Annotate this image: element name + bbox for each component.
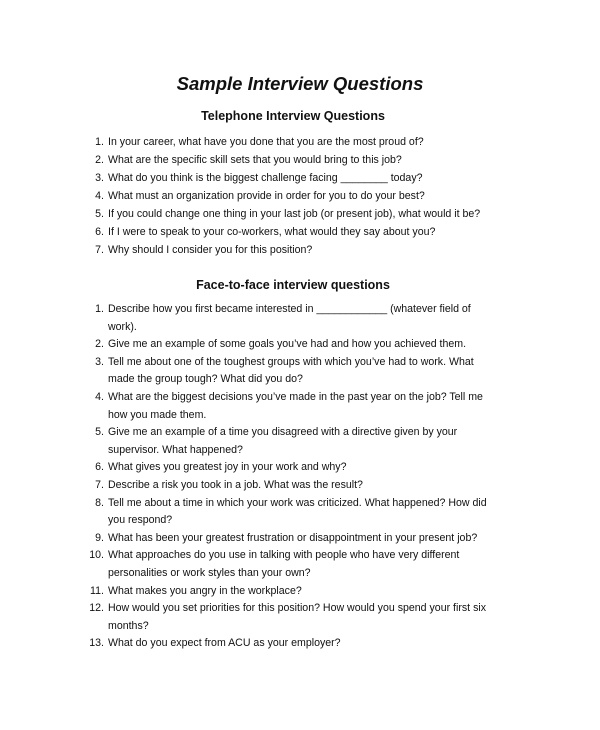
question-text: What are the biggest decisions you’ve made in the past year on the job? Tell me how you made them. bbox=[108, 390, 483, 421]
list-number: 13. bbox=[89, 637, 104, 650]
face-to-face-question-list bbox=[0, 301, 600, 653]
question-text: What has been your greatest frustration or disappointment in your present job? bbox=[108, 531, 478, 544]
list-item bbox=[0, 477, 600, 495]
question-text: If I were to speak to your co-workers, what would they say about you? bbox=[108, 226, 436, 238]
list-item bbox=[0, 241, 600, 259]
list-item bbox=[0, 169, 600, 187]
question-text: Why should I consider you for this position? bbox=[108, 244, 313, 256]
question-text: Describe how you first became interested in ____________ (whatever field of work). bbox=[108, 303, 471, 333]
list-item bbox=[0, 354, 600, 389]
list-number: 6. bbox=[95, 461, 104, 474]
question-text: What must an organization provide in order for you to do your best? bbox=[108, 190, 425, 202]
list-number: 3. bbox=[95, 355, 104, 368]
list-item bbox=[0, 459, 600, 477]
question-text: Give me an example of some goals you’ve had and how you achieved them. bbox=[108, 338, 467, 351]
list-number: 7. bbox=[95, 478, 104, 491]
question-text: Describe a risk you took in a job. What was the result? bbox=[108, 478, 363, 491]
list-item bbox=[0, 530, 600, 548]
list-item bbox=[0, 133, 600, 151]
list-item bbox=[0, 301, 600, 336]
question-text: Tell me about a time in which your work was criticized. What happened? How did you respond? bbox=[108, 496, 487, 527]
question-text: What makes you angry in the workplace? bbox=[108, 584, 302, 597]
page-title: Sample Interview Questions bbox=[176, 73, 424, 94]
list-number: 6. bbox=[95, 226, 104, 238]
question-text: What approaches do you use in talking with people who have very different personalities or work styles than your own? bbox=[108, 549, 460, 579]
list-number: 4. bbox=[95, 390, 104, 403]
question-text: How would you set priorities for this position? How would you spend your first six months? bbox=[108, 602, 487, 632]
section-heading-face-to-face: Face-to-face interview questions bbox=[196, 278, 390, 292]
list-number: 1. bbox=[95, 303, 104, 315]
telephone-question-list bbox=[0, 133, 600, 259]
question-text: Tell me about one of the toughest groups with which you’ve had to work. What made the group tough? What did you do? bbox=[108, 355, 474, 386]
list-number: 3. bbox=[95, 172, 104, 184]
list-number: 7. bbox=[95, 244, 104, 256]
list-item bbox=[0, 635, 600, 653]
list-item bbox=[0, 600, 600, 635]
list-number: 4. bbox=[95, 190, 104, 202]
list-number: 1. bbox=[95, 136, 104, 148]
question-text: What are the specific skill sets that you would bring to this job? bbox=[108, 154, 402, 166]
list-item bbox=[0, 495, 600, 530]
list-number: 12. bbox=[89, 602, 104, 615]
list-item bbox=[0, 389, 600, 424]
list-item bbox=[0, 151, 600, 169]
list-number: 9. bbox=[95, 531, 104, 544]
section-heading-telephone: Telephone Interview Questions bbox=[201, 109, 385, 123]
list-number: 2. bbox=[95, 338, 104, 351]
list-number: 2. bbox=[95, 154, 104, 166]
list-item bbox=[0, 187, 600, 205]
question-text: In your career, what have you done that you are the most proud of? bbox=[108, 136, 424, 148]
question-text: If you could change one thing in your last job (or present job), what would it be? bbox=[108, 208, 481, 220]
list-item bbox=[0, 336, 600, 354]
question-text: Give me an example of a time you disagreed with a directive given by your supervisor. What happened? bbox=[108, 426, 458, 456]
list-item bbox=[0, 223, 600, 241]
question-text: What do you expect from ACU as your employer? bbox=[108, 637, 341, 650]
question-text: What do you think is the biggest challenge facing ________ today? bbox=[108, 172, 423, 184]
list-item bbox=[0, 547, 600, 582]
list-number: 5. bbox=[95, 208, 104, 220]
list-number: 5. bbox=[95, 426, 104, 439]
list-item bbox=[0, 424, 600, 459]
list-number: 8. bbox=[95, 496, 104, 509]
list-item bbox=[0, 205, 600, 223]
list-item bbox=[0, 583, 600, 601]
question-text: What gives you greatest joy in your work and why? bbox=[108, 461, 347, 474]
list-number: 10. bbox=[89, 549, 104, 562]
list-number: 11. bbox=[90, 584, 104, 597]
